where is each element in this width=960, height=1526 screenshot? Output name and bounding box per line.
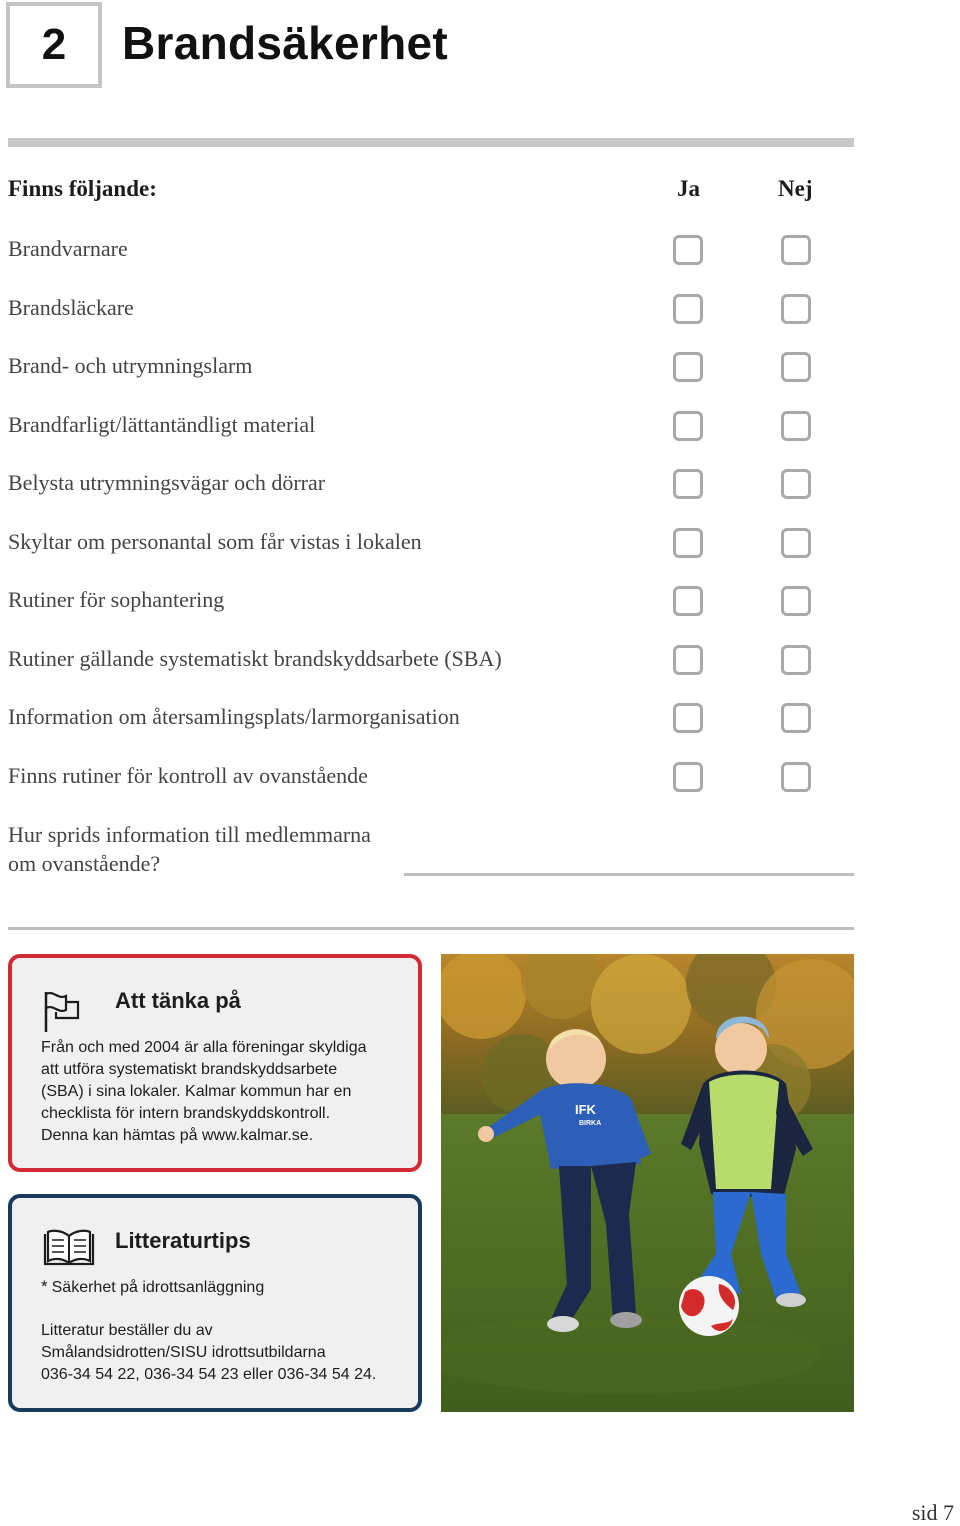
flag-icon — [42, 990, 82, 1034]
literature-line: Litteratur beställer du av — [41, 1322, 213, 1339]
no-checkbox[interactable] — [781, 586, 811, 616]
question-label: Belysta utrymningsvägar och dörrar — [8, 470, 326, 495]
question-label: Brandsläckare — [8, 295, 134, 320]
question-label: Rutiner gällande systematiskt brandskyddsarbete (SBA) — [8, 646, 502, 671]
literature-tips-title: Litteraturtips — [115, 1228, 251, 1253]
no-checkbox[interactable] — [781, 528, 811, 558]
open-question — [8, 820, 371, 878]
question-label: Skyltar om personantal som får vistas i lokalen — [8, 529, 422, 554]
yes-checkbox[interactable] — [673, 762, 703, 792]
jersey-logo-text: IFK — [575, 1102, 596, 1117]
yes-checkbox[interactable] — [673, 411, 703, 441]
literature-tips-box — [8, 1194, 422, 1412]
answer-line[interactable] — [404, 873, 854, 876]
no-checkbox[interactable] — [781, 235, 811, 265]
question-label: Brandfarligt/lättantändligt material — [8, 412, 316, 437]
asterisk-bullet-icon: * — [41, 1277, 48, 1296]
no-checkbox[interactable] — [781, 703, 811, 733]
yes-checkbox[interactable] — [673, 469, 703, 499]
no-checkbox[interactable] — [781, 469, 811, 499]
think-about-box — [8, 954, 422, 1172]
question-label: Rutiner för sophantering — [8, 587, 225, 612]
think-about-title: Att tänka på — [115, 988, 241, 1013]
literature-bullet-text: Säkerhet på idrottsanläggning — [51, 1279, 265, 1296]
open-question-line-1: Hur sprids information till medlemmarna — [8, 822, 371, 847]
yes-checkbox[interactable] — [673, 294, 703, 324]
chapter-number-box — [6, 2, 102, 88]
no-checkbox[interactable] — [781, 294, 811, 324]
page-number: sid 7 — [911, 1500, 954, 1525]
question-label: Brandvarnare — [8, 236, 128, 261]
photo-illustration — [441, 954, 854, 1412]
no-checkbox[interactable] — [781, 645, 811, 675]
yes-column-header: Ja — [677, 176, 700, 201]
chapter-number: 2 — [41, 20, 67, 69]
think-about-line: att utföra systematiskt brandskyddsarbete — [41, 1061, 338, 1078]
think-about-line: checklista för intern brandskyddskontroll. — [41, 1105, 331, 1122]
yes-checkbox[interactable] — [673, 645, 703, 675]
football-photo — [441, 954, 854, 1412]
no-column-header: Nej — [778, 176, 813, 201]
header-divider — [8, 138, 854, 147]
no-checkbox[interactable] — [781, 352, 811, 382]
literature-bullet — [41, 1276, 264, 1299]
think-about-line: (SBA) i sina lokaler. Kalmar kommun har en — [41, 1083, 352, 1100]
section-divider — [8, 927, 854, 930]
literature-line: Smålandsidrotten/SISU idrottsutbildarna — [41, 1344, 326, 1361]
yes-checkbox[interactable] — [673, 586, 703, 616]
yes-checkbox[interactable] — [673, 352, 703, 382]
yes-checkbox[interactable] — [673, 528, 703, 558]
literature-line: 036-34 54 22, 036-34 54 23 eller 036-34 54 24. — [41, 1366, 377, 1383]
think-about-line: Denna kan hämtas på www.kalmar.se. — [41, 1127, 314, 1144]
question-label: Finns rutiner för kontroll av ovanstående — [8, 763, 368, 788]
question-label: Information om återsamlingsplats/larmorganisation — [8, 704, 460, 729]
book-icon — [42, 1228, 96, 1270]
think-about-text — [41, 1037, 367, 1147]
think-about-line: Från och med 2004 är alla föreningar skyldiga — [41, 1039, 367, 1056]
yes-checkbox[interactable] — [673, 235, 703, 265]
question-label: Brand- och utrymningslarm — [8, 353, 253, 378]
yes-checkbox[interactable] — [673, 703, 703, 733]
no-checkbox[interactable] — [781, 762, 811, 792]
open-question-line-2: om ovanstående? — [8, 851, 161, 876]
jersey-logo-subtext: BIRKA — [579, 1120, 602, 1127]
literature-order-text — [41, 1320, 376, 1386]
page-title: Brandsäkerhet — [122, 17, 449, 69]
no-checkbox[interactable] — [781, 411, 811, 441]
questionnaire-heading: Finns följande: — [8, 176, 157, 201]
